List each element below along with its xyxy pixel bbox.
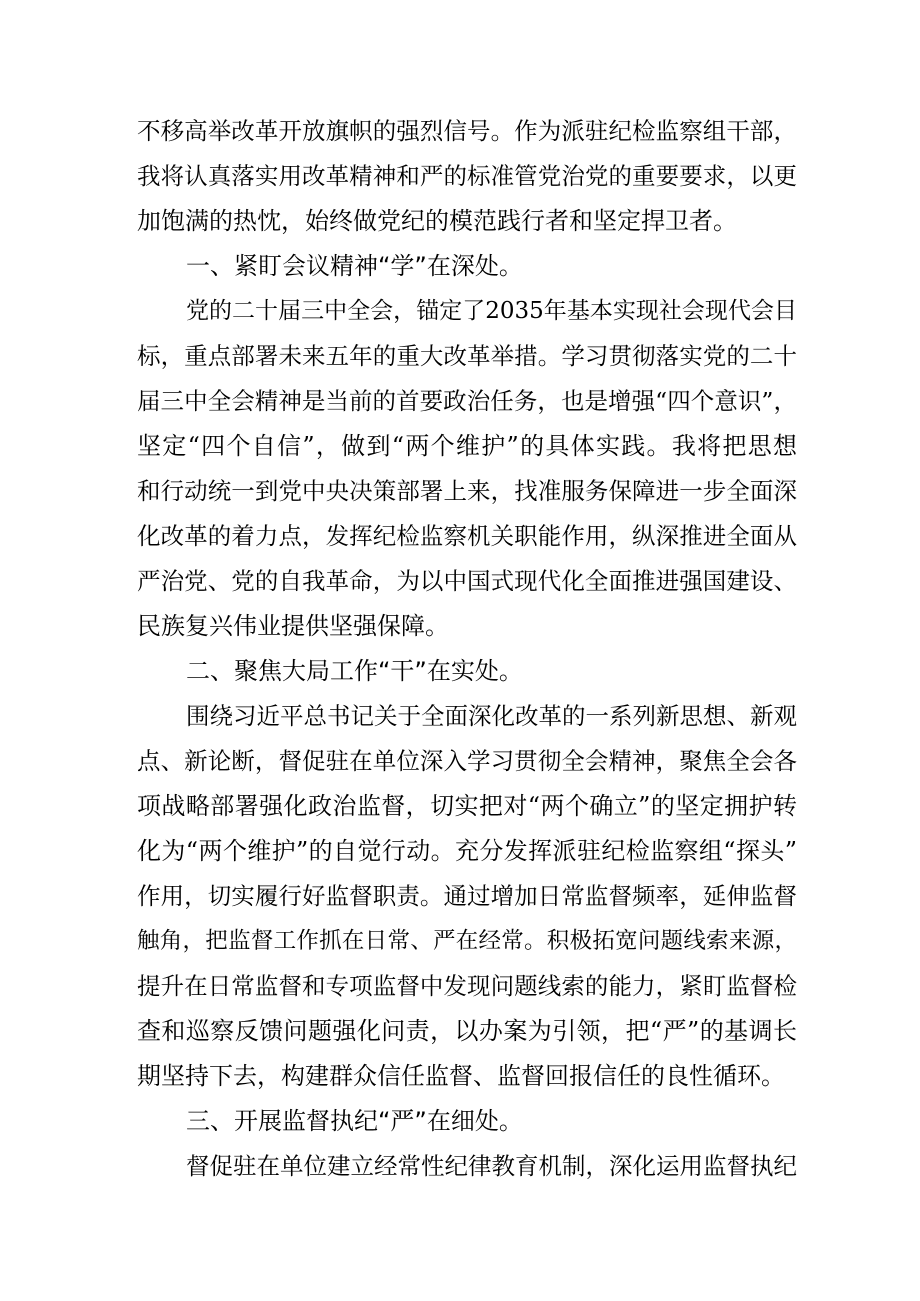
paragraph-line: 查和巡察反馈问题强化问责，以办案为引领，把“严”的基调长: [137, 1017, 797, 1045]
section-heading-3: 三、开展监督执纪“严”在细处。: [186, 1107, 523, 1135]
paragraph-line: 提升在日常监督和专项监督中发现问题线索的能力，紧盯监督检: [137, 972, 797, 1000]
paragraph-line: 加饱满的热忱，始终做党纪的模范践行者和坚定捍卫者。: [137, 207, 737, 235]
section-heading-1: 一、紧盯会议精神“学”在深处。: [186, 252, 523, 280]
section-heading-2: 二、聚焦大局工作“干”在实处。: [186, 657, 523, 685]
paragraph-line: 化为“两个维护”的自觉行动。充分发挥派驻纪检监察组“探头”: [137, 837, 797, 865]
paragraph-line: 和行动统一到党中央决策部署上来，找准服务保障进一步全面深: [137, 477, 797, 505]
paragraph-line: 届三中全会精神是当前的首要政治任务，也是增强“四个意识”，: [137, 387, 797, 415]
paragraph-line: 党的二十届三中全会，锚定了2035年基本实现社会现代会目: [186, 298, 797, 324]
paragraph-line: 触角，把监督工作抓在日常、严在经常。积极拓宽问题线索来源，: [137, 928, 797, 954]
paragraph-line: 民族复兴伟业提供坚强保障。: [137, 612, 449, 640]
paragraph-line: 围绕习近平总书记关于全面深化改革的一系列新思想、新观: [186, 702, 797, 730]
paragraph-line: 我将认真落实用改革精神和严的标准管党治党的重要要求，以更: [137, 162, 797, 190]
paragraph-line: 点、新论断，督促驻在单位深入学习贯彻全会精神，聚焦全会各: [137, 747, 797, 775]
paragraph-line: 期坚持下去，构建群众信任监督、监督回报信任的良性循环。: [137, 1062, 785, 1090]
paragraph-line: 督促驻在单位建立经常性纪律教育机制，深化运用监督执纪: [186, 1152, 797, 1180]
paragraph-line: 项战略部署强化政治监督，切实把对“两个确立”的坚定拥护转: [137, 792, 797, 820]
paragraph-line: 化改革的着力点，发挥纪检监察机关职能作用，纵深推进全面从: [137, 522, 797, 550]
paragraph-line: 坚定“四个自信”，做到“两个维护”的具体实践。我将把思想: [137, 432, 797, 460]
paragraph-line: 作用，切实履行好监督职责。通过增加日常监督频率，延伸监督: [137, 882, 797, 910]
paragraph-line: 标，重点部署未来五年的重大改革举措。学习贯彻落实党的二十: [137, 342, 797, 370]
paragraph-line: 严治党、党的自我革命，为以中国式现代化全面推进强国建设、: [137, 567, 797, 595]
paragraph-line: 不移高举改革开放旗帜的强烈信号。作为派驻纪检监察组干部，: [137, 117, 797, 145]
